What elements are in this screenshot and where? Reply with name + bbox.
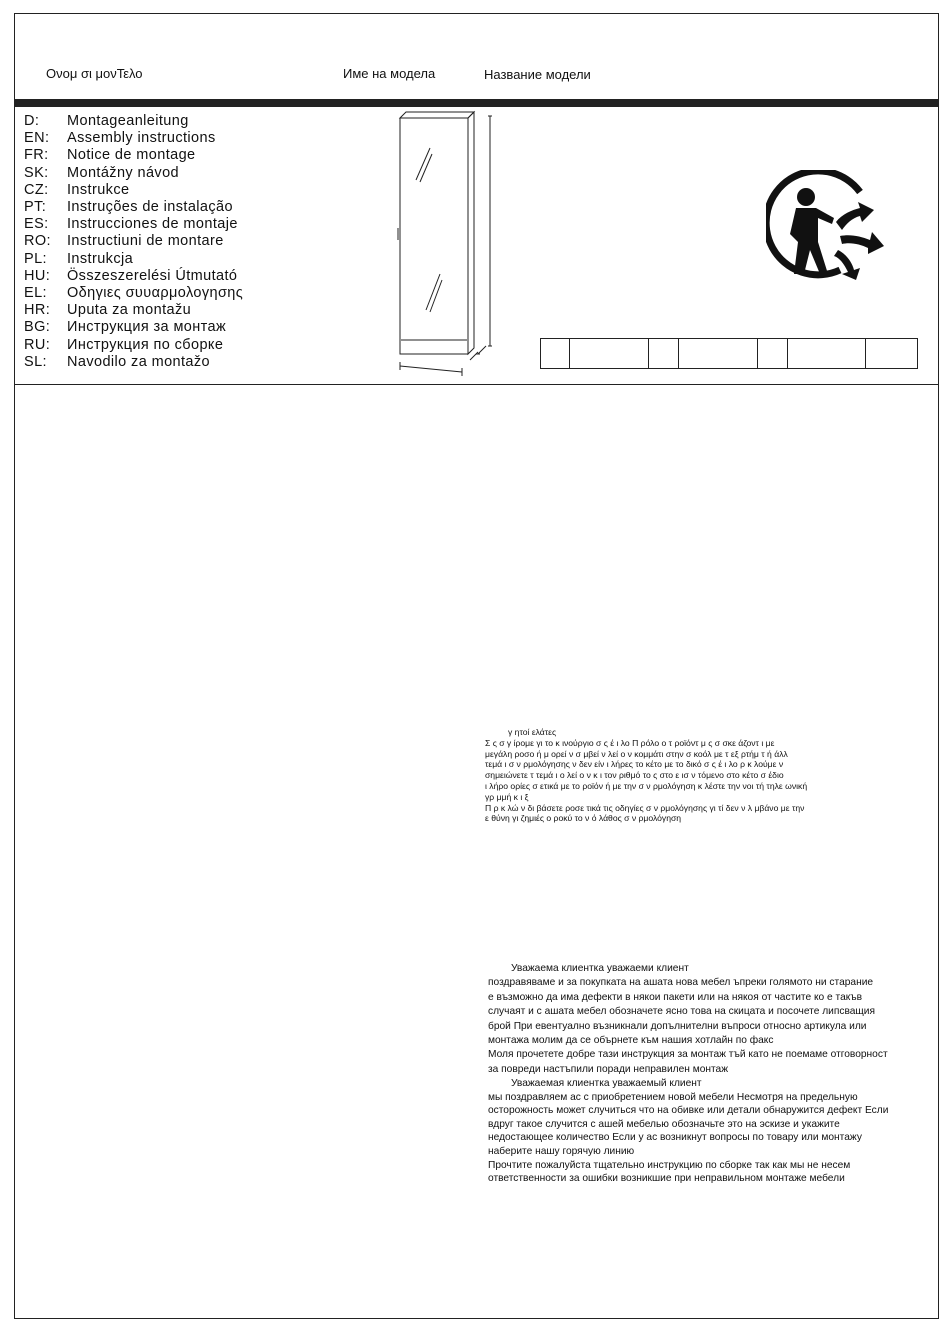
message-line: γρ μμή κ ι ξ xyxy=(485,791,529,802)
message-line: Уважаема клиентка уважаеми клиент xyxy=(511,963,689,974)
language-title: Instrucciones de montaje xyxy=(67,216,238,233)
language-row xyxy=(24,319,243,336)
message-line: случаят и с ашата мебел обозначете ясно това на скицата и посочете липсващия xyxy=(488,1006,876,1018)
language-code: HR: xyxy=(24,302,51,319)
message-line: σημειώνετε τ τεμά ι ο λεί ο ν κ ι τον ριθμό το ς στο ε ισ ν τόμενο στο κέτο σ έδιο xyxy=(485,770,784,781)
message-line: Моля прочетете добре тази инструкция за монтаж тъй като не поемаме отговорност xyxy=(488,1049,888,1061)
message-line: вдруг такое случится с ашей мебелью обозначьте это на эскизе и укажите xyxy=(488,1118,840,1130)
section-divider xyxy=(14,384,939,385)
message-line: Прочтите пожалуйста тщательно инструкцию по сборке так как мы не несем xyxy=(488,1159,851,1171)
message-line: ответственности за ошибки возникшие при неправильном монтаже мебели xyxy=(488,1173,845,1185)
language-title: Instrukcja xyxy=(67,250,134,267)
language-code: FR: xyxy=(24,147,49,164)
message-line: μεγάλη ροσο ή μ ορεί ν σ μβεί ν λεί ο ν κομμάτι στην σ κοόλ με τ εξ ρτήμ τ ή άλλ xyxy=(485,748,788,759)
model-name-label-bulgarian: Име на модела xyxy=(343,66,436,81)
model-name-label-russian: Название модели xyxy=(484,67,591,82)
language-title: Összeszerelési Útmutató xyxy=(67,267,238,284)
model-name-label-greek: Ονομ σι μονΤελο xyxy=(46,66,143,81)
language-title: Instruções de instalação xyxy=(67,199,233,216)
code-box xyxy=(866,339,917,368)
language-code: BG: xyxy=(24,319,51,336)
message-line: осторожность может случиться что на обивке или детали обнаружится дефект Если xyxy=(488,1105,889,1117)
language-code: RO: xyxy=(24,233,51,250)
language-row xyxy=(24,337,243,354)
language-code: EN: xyxy=(24,130,50,147)
language-row xyxy=(24,216,243,233)
language-code: HU: xyxy=(24,267,51,284)
message-line: монтажа молим да се обърнете към нашия хотлайн по факс xyxy=(488,1035,774,1047)
code-box xyxy=(570,339,649,368)
language-code: CZ: xyxy=(24,181,49,198)
language-row xyxy=(24,147,243,164)
language-title: Instructiuni de montare xyxy=(67,233,224,250)
language-code: PL: xyxy=(24,250,47,267)
language-code: PT: xyxy=(24,199,47,216)
language-title: Инструкция по сборке xyxy=(67,336,224,353)
tall-mirror-cabinet-icon xyxy=(392,110,502,378)
language-row xyxy=(24,251,243,268)
language-row xyxy=(24,182,243,199)
message-line: Π ρ κ λώ ν δι βάσετε ροσε τικά τις οδηγίες σ ν ρμολόγησης γι τί δεν ν λ μβάνο με την xyxy=(485,802,805,813)
message-line: недостающее количество Если у ас возникнут вопросы по товару или монтажу xyxy=(488,1132,862,1144)
language-title: Navodilo za montažo xyxy=(67,353,211,370)
language-row xyxy=(24,199,243,216)
code-box xyxy=(758,339,788,368)
message-line: е възможно да има дефекти в някои пакети или на някоя от частите ко е такъв xyxy=(488,991,862,1003)
code-box xyxy=(788,339,866,368)
message-line: за повреди настъпили поради неправилен монтаж xyxy=(488,1063,729,1075)
message-line: поздравяваме и за покупката на ашата нова мебел ъпреки голямото ни старание xyxy=(488,977,874,989)
language-row xyxy=(24,302,243,319)
message-line: наберите нашу горячую линию xyxy=(488,1145,635,1157)
language-code: SK: xyxy=(24,164,49,181)
language-row xyxy=(24,113,243,130)
message-line: γ ητοί ελάτες xyxy=(508,727,557,737)
message-line: ε θύνη γι ζημιές ο ροκύ το ν ό λάθος σ ν ρμολόγηση xyxy=(485,813,682,824)
language-list xyxy=(24,113,243,371)
message-line: брой При евентуално възникнали допълнителни въпроси относно артикула или xyxy=(488,1020,867,1032)
code-box-row xyxy=(540,338,918,369)
language-title: Montážny návod xyxy=(67,164,179,181)
language-title: Instrukce xyxy=(67,181,130,198)
language-code: RU: xyxy=(24,336,51,353)
message-line: мы поздравляем ас с приобретением новой мебели Несмотря на предельную xyxy=(488,1091,858,1103)
language-title: Notice de montage xyxy=(67,147,196,164)
language-title: Οδηγιες συυαρμολογησης xyxy=(67,285,244,302)
triman-recycling-icon xyxy=(766,170,888,280)
language-title: Montageanleitung xyxy=(67,113,189,129)
code-box xyxy=(679,339,758,368)
customer-message-bulgarian xyxy=(488,962,888,1077)
customer-message-greek xyxy=(485,727,807,824)
code-box xyxy=(541,339,570,368)
language-row xyxy=(24,354,243,371)
language-row xyxy=(24,165,243,182)
language-row xyxy=(24,268,243,285)
language-row xyxy=(24,130,243,147)
header-divider xyxy=(14,99,939,107)
language-code: D: xyxy=(24,113,40,129)
customer-message-russian xyxy=(488,1077,888,1186)
language-row xyxy=(24,233,243,250)
code-box xyxy=(649,339,679,368)
language-title: Uputa za montažu xyxy=(67,302,192,319)
message-line: Σ ς σ γ ίρομε γι το κ ινούργιο σ ς έ ι λο Π ρόλο ο τ ροϊόντ μ ς σ σκε άζοντ ι με xyxy=(485,737,775,748)
language-code: ES: xyxy=(24,216,49,233)
message-line: τεμά ι σ ν ρμολόγησης ν δεν είν ι λήρες το κέτο με το δικό σ ς έ ι λο ρ κ λούμε ν xyxy=(485,759,784,770)
language-code: SL: xyxy=(24,353,47,370)
language-code: EL: xyxy=(24,285,47,302)
language-title: Инструкция за монтаж xyxy=(67,319,227,336)
message-line: ι λήρο ορίες σ ετικά με το ροϊόν ή με την σ ν ρμολόγηση κ λέστε την νοι τή τηλε ωνική xyxy=(485,780,808,791)
language-row xyxy=(24,285,243,302)
message-line: Уважаемая клиентка уважаемый клиент xyxy=(511,1078,702,1089)
language-title: Assembly instructions xyxy=(67,130,216,147)
